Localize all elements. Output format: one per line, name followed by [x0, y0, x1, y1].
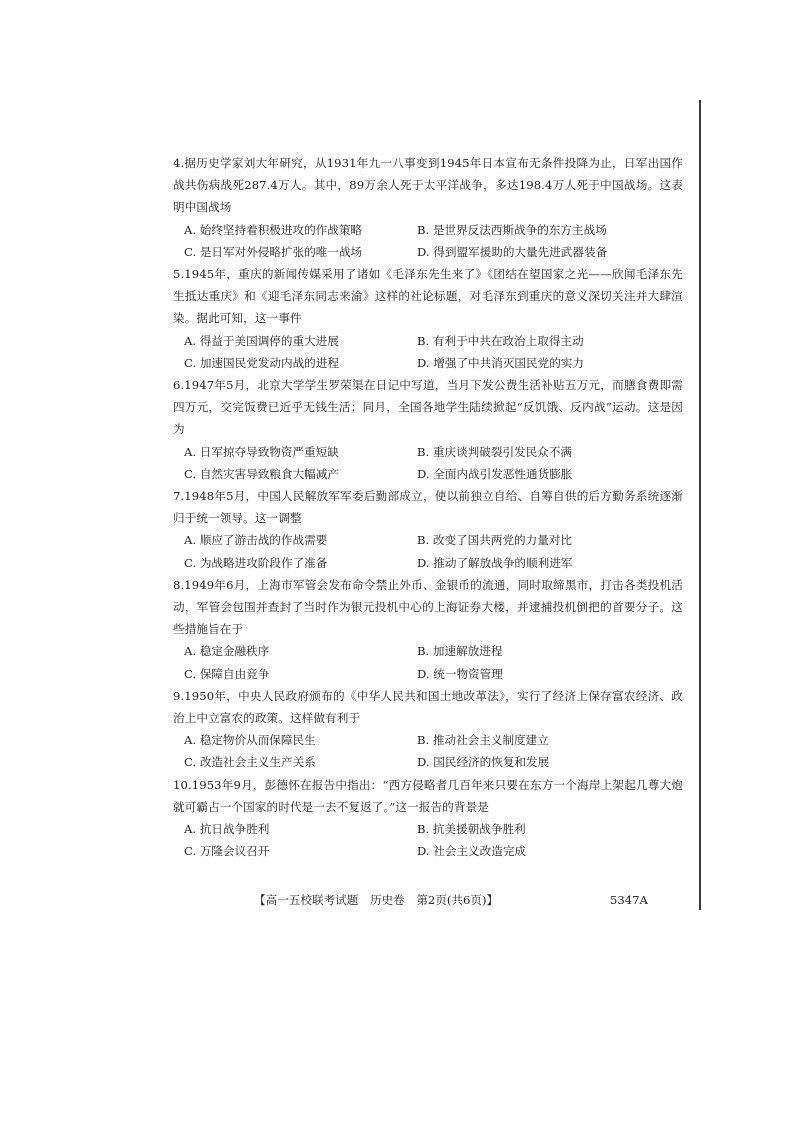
option-b: B. 抗美援朝战争胜利 [417, 822, 526, 837]
option-c: C. 是日军对外侵略扩张的唯一战场 [184, 244, 363, 259]
option-c: C. 保障自由竞争 [184, 666, 270, 681]
option-d: D. 增强了中共消灭国民党的实力 [417, 355, 584, 370]
question-4 [173, 152, 683, 263]
option-d: D. 得到盟军援助的大量先进武器装备 [417, 244, 608, 259]
option-d: D. 推动了解放战争的顺利进军 [417, 555, 573, 570]
option-a: A. 抗日战争胜利 [184, 822, 270, 837]
option-d: D. 社会主义改造完成 [417, 844, 527, 859]
option-b: B. 有利于中共在政治上取得主动 [417, 333, 584, 348]
option-c: C. 自然灾害导致粮食大幅减产 [184, 466, 339, 481]
question-stem: 6.1947年5月，北京大学学生罗荣渠在日记中写道，当月下发公费生活补贴五万元，而膳食费即需四万元，交完饭费已近乎无钱生活；同月，全国各地学生陆续掀起“反饥饿、反内战”运动。这是因为 [173, 378, 683, 437]
option-list [173, 330, 683, 374]
question-9 [173, 685, 683, 774]
question-10 [173, 774, 683, 863]
option-a: A. 顺应了游击战的作战需要 [184, 533, 328, 548]
footer-paper-code: 5347A [610, 893, 648, 907]
question-6 [173, 374, 683, 485]
binding-margin-line [699, 100, 701, 910]
option-b: B. 是世界反法西斯战争的东方主战场 [417, 222, 607, 237]
option-a: A. 得益于美国调停的重大进展 [184, 333, 339, 348]
question-stem: 4.据历史学家刘大年研究，从1931年九一八事变到1945年日本宣布无条件投降为止，日军出国作战共伤病战死287.4万人。其中，89万余人死于太平洋战争，多达198.4万人死于中国战场。这表明中国战场 [173, 156, 683, 215]
option-list [173, 729, 683, 773]
option-d: D. 国民经济的恢复和发展 [417, 755, 550, 770]
option-d: D. 全面内战引发恶性通货膨胀 [417, 466, 573, 481]
option-c: C. 加速国民党发动内战的进程 [184, 355, 339, 370]
option-b: B. 推动社会主义制度建立 [417, 733, 549, 748]
question-stem: 10.1953年9月，彭德怀在报告中指出：“西方侵略者几百年来只要在东方一个海岸上架起几尊大炮就可霸占一个国家的时代是一去不复返了。”这一报告的背景是 [173, 777, 683, 814]
option-b: B. 加速解放进程 [417, 644, 503, 659]
question-stem: 8.1949年6月，上海市军管会发布命令禁止外币、金银币的流通，同时取缔黑市，打击各类投机活动，军管会包围并查封了当时作为银元投机中心的上海证券大楼，并逮捕投机倒把的首要分子。这些措施旨在于 [173, 577, 683, 637]
option-list [173, 640, 683, 684]
option-a: A. 日军掠夺导致物资严重短缺 [184, 444, 339, 459]
option-b: B. 改变了国共两党的力量对比 [417, 533, 573, 548]
question-7 [173, 485, 683, 574]
question-8 [173, 574, 683, 685]
question-stem: 9.1950年，中央人民政府颁布的《中华人民共和国土地改革法》，实行了经济上保存富农经济、政治上中立富农的政策。这样做有利于 [173, 688, 683, 726]
option-list [173, 818, 683, 862]
option-a: A. 稳定金融秩序 [184, 644, 270, 659]
question-stem: 5.1945年，重庆的新闻传媒采用了诸如《毛泽东先生来了》《团结在望国家之光——欣闻毛泽东先生抵达重庆》和《迎毛泽东同志来渝》这样的社论标题，对毛泽东到重庆的意义深切关注并大肆渲染。据此可知，这一事件 [173, 267, 683, 326]
option-a: A. 始终坚持着积极进攻的作战策略 [184, 222, 363, 237]
question-stem: 7.1948年5月，中国人民解放军军委后勤部成立，使以前独立自给、自筹自供的后方勤务系统逐渐归于统一领导。这一调整 [173, 489, 683, 526]
option-c: C. 改造社会主义生产关系 [184, 755, 316, 770]
question-5 [173, 263, 683, 374]
question-list [173, 152, 683, 863]
option-b: B. 重庆谈判破裂引发民众不满 [417, 444, 573, 459]
footer-exam-info: 【高一五校联考试题 历史卷 第2页(共6页)】 [254, 893, 499, 907]
option-c: C. 为战略进攻阶段作了准备 [184, 555, 328, 570]
option-a: A. 稳定物价从而保障民生 [184, 733, 316, 748]
option-d: D. 统一物资管理 [417, 666, 503, 681]
option-list [173, 219, 683, 263]
option-c: C. 万隆会议召开 [184, 844, 270, 859]
page-footer [254, 890, 654, 910]
option-list [173, 441, 683, 485]
option-list [173, 529, 683, 573]
